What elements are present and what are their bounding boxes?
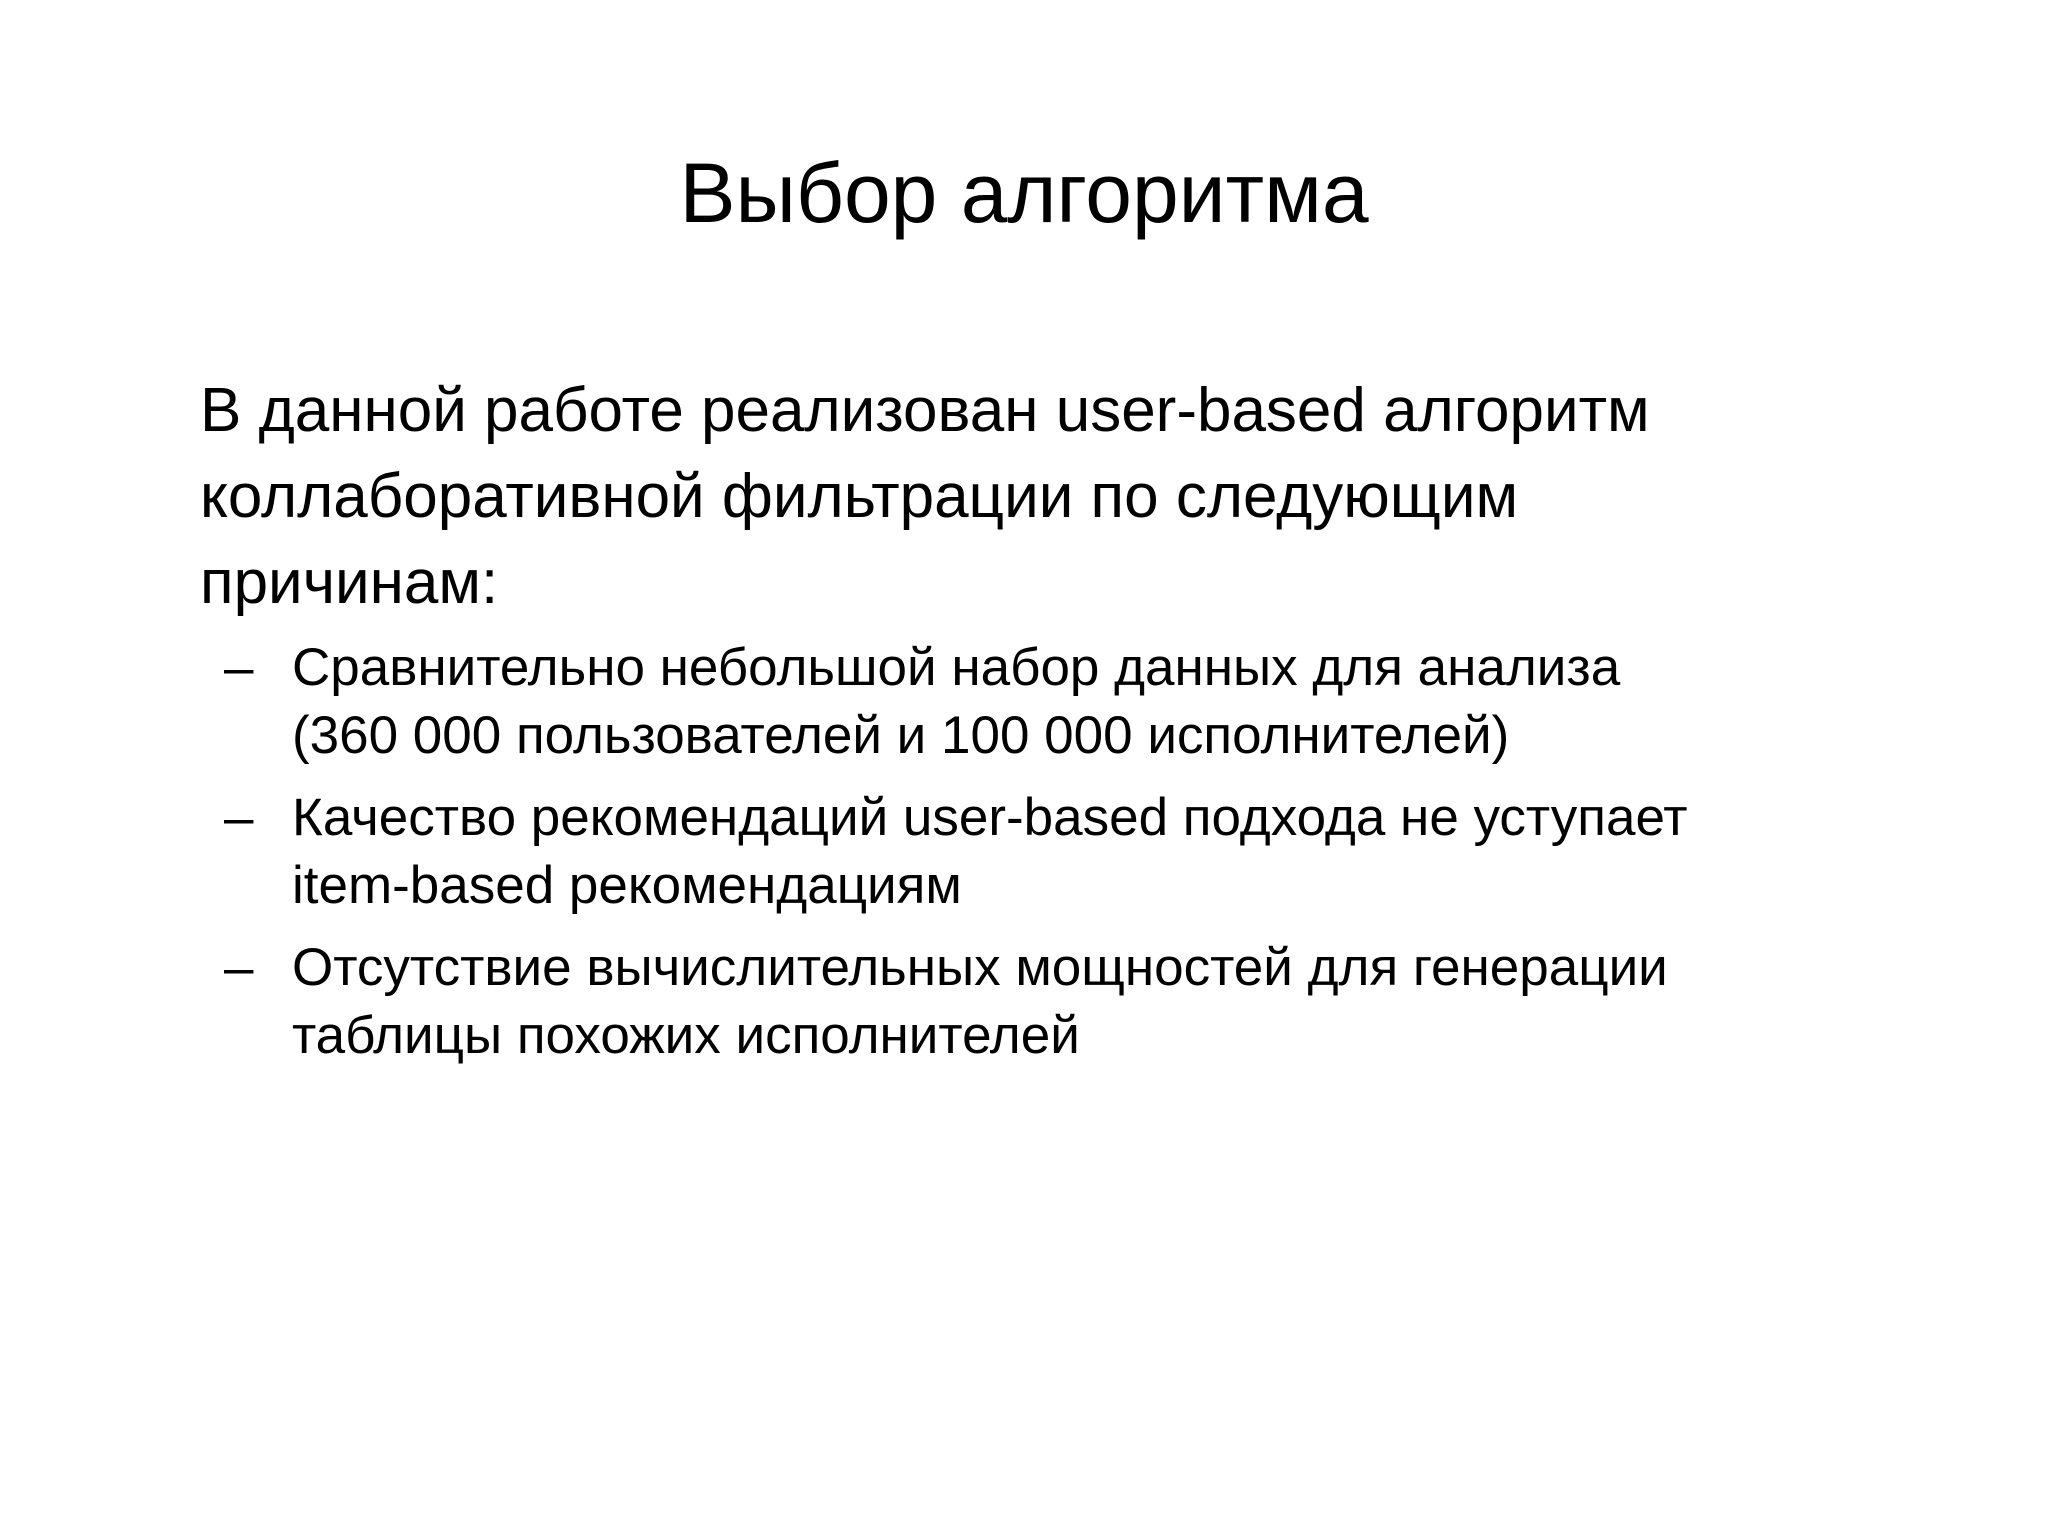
- bullet-line: Сравнительно небольшой набор данных для анализа: [292, 638, 1621, 697]
- bullet-dash: –: [224, 938, 254, 997]
- bullet-line: (360 000 пользователей и 100 000 исполнителей): [292, 706, 1510, 765]
- intro-paragraph: [200, 368, 1860, 626]
- bullet-list: [200, 634, 1900, 1070]
- bullet-dash: –: [224, 788, 254, 847]
- bullet-line: item-based рекомендациям: [292, 856, 962, 915]
- bullet-line: Отсутствие вычислительных мощностей для генерации: [292, 938, 1668, 997]
- slide-body: [200, 368, 1900, 1084]
- intro-line: причинам:: [200, 548, 499, 617]
- intro-line: В данной работе реализован user-based алгоритм: [200, 376, 1650, 445]
- bullet-line: Качество рекомендаций user-based подхода не уступает: [292, 788, 1688, 847]
- bullet-item: [200, 634, 1852, 770]
- bullet-line: таблицы похожих исполнителей: [292, 1006, 1080, 1065]
- bullet-item: [200, 784, 1852, 920]
- intro-line: коллаборативной фильтрации по следующим: [200, 462, 1519, 531]
- bullet-dash: –: [224, 638, 254, 697]
- slide-title: Выбор алгоритма: [679, 146, 1369, 240]
- bullet-item: [200, 934, 1852, 1070]
